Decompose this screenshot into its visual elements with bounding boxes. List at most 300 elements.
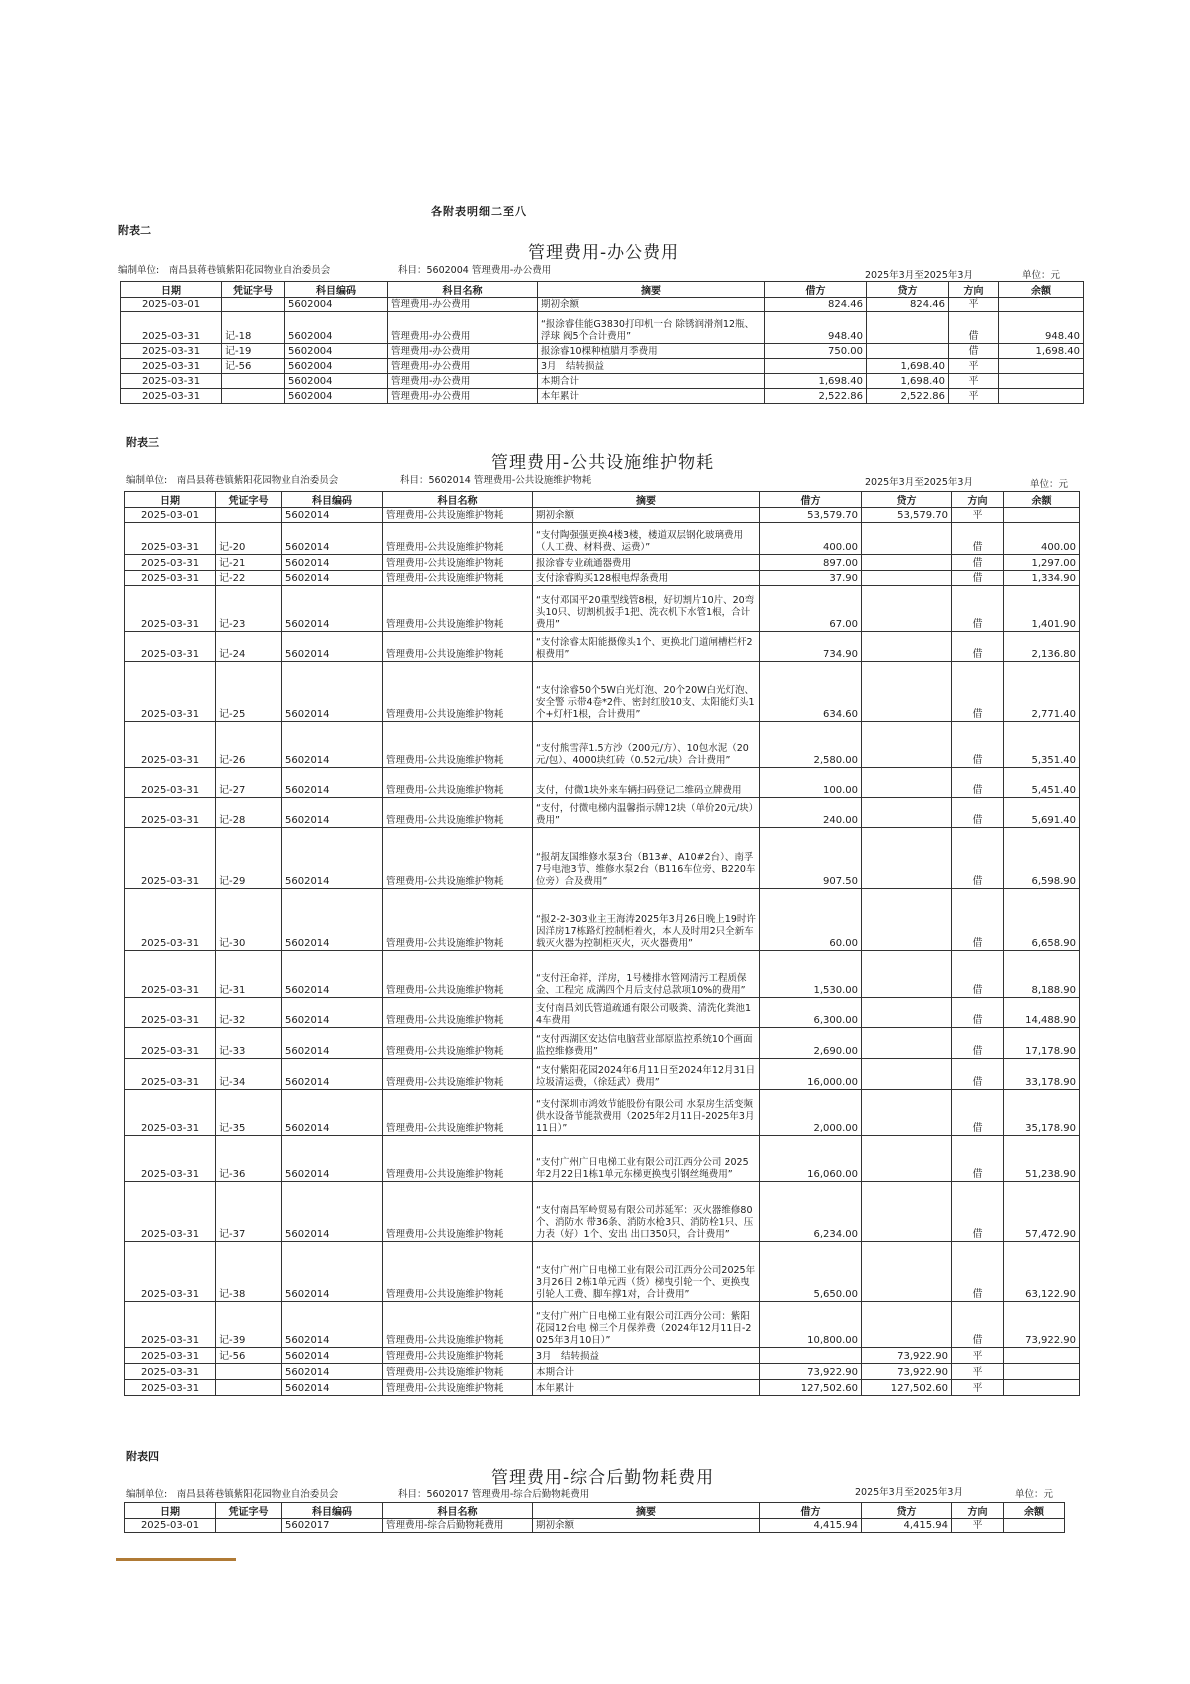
cell-date: 2025-03-31 — [125, 523, 216, 555]
column-header: 借方 — [760, 492, 862, 508]
cell-dir: 借 — [952, 586, 1004, 632]
cell-code: 5602004 — [285, 298, 388, 312]
cell-subject: 管理费用-公共设施维护物耗 — [383, 586, 533, 632]
column-header: 凭证字号 — [216, 492, 282, 508]
cell-credit — [862, 523, 952, 555]
cell-debit: 5,650.00 — [760, 1242, 862, 1302]
table-row — [125, 951, 1080, 998]
cell-credit — [862, 722, 952, 768]
cell-code: 5602014 — [282, 1348, 383, 1364]
cell-debit: 634.60 — [760, 662, 862, 722]
cell-balance: 5,691.40 — [1004, 798, 1080, 828]
cell-code: 5602014 — [282, 632, 383, 662]
cell-dir: 借 — [952, 1182, 1004, 1242]
cell-debit — [765, 359, 867, 374]
cell-debit: 824.46 — [765, 298, 867, 312]
cell-dir: 借 — [952, 1242, 1004, 1302]
cell-subject: 管理费用-公共设施维护物耗 — [383, 1059, 533, 1090]
cell-subject: 管理费用-公共设施维护物耗 — [383, 1182, 533, 1242]
cell-balance: 57,472.90 — [1004, 1182, 1080, 1242]
cell-date: 2025-03-31 — [125, 662, 216, 722]
column-header: 摘要 — [538, 282, 765, 298]
cell-credit — [862, 571, 952, 586]
cell-balance: 1,334.90 — [1004, 571, 1080, 586]
cell-summary: 报涂睿专业疏通器费用 — [533, 555, 760, 571]
cell-voucher: 记-23 — [216, 586, 282, 632]
cell-voucher: 记-25 — [216, 662, 282, 722]
column-header: 方向 — [952, 492, 1004, 508]
table-header-row — [125, 1503, 1065, 1519]
table-row — [125, 1302, 1080, 1348]
cell-dir: 借 — [952, 951, 1004, 998]
cell-subject: 管理费用-办公费用 — [388, 344, 538, 359]
cell-dir: 借 — [952, 571, 1004, 586]
cell-subject: 管理费用-公共设施维护物耗 — [383, 889, 533, 951]
cell-date: 2025-03-31 — [125, 1182, 216, 1242]
cell-balance: 400.00 — [1004, 523, 1080, 555]
table3-unit-org: 编制单位: 南昌县蒋巷镇紫阳花园物业自治委员会 — [126, 475, 339, 486]
cell-balance — [999, 359, 1084, 374]
cell-subject: 管理费用-公共设施维护物耗 — [383, 632, 533, 662]
cell-debit: 907.50 — [760, 828, 862, 889]
cell-subject: 管理费用-公共设施维护物耗 — [383, 1136, 533, 1182]
cell-date: 2025-03-31 — [125, 1364, 216, 1380]
cell-credit — [862, 951, 952, 998]
cell-subject: 管理费用-公共设施维护物耗 — [383, 828, 533, 889]
cell-date: 2025-03-31 — [125, 1242, 216, 1302]
cell-balance: 5,351.40 — [1004, 722, 1080, 768]
cell-code: 5602004 — [285, 344, 388, 359]
table-row — [125, 523, 1080, 555]
table-row — [125, 828, 1080, 889]
cell-summary: 报涂睿10棵种植腊月季费用 — [538, 344, 765, 359]
cell-balance: 1,297.00 — [1004, 555, 1080, 571]
cell-credit — [867, 344, 949, 359]
cell-dir: 借 — [952, 1302, 1004, 1348]
cell-voucher — [222, 374, 285, 389]
table2-period: 2025年3月至2025年3月 — [865, 270, 973, 281]
cell-date: 2025-03-01 — [125, 508, 216, 523]
column-header: 科目名称 — [383, 492, 533, 508]
cell-subject: 管理费用-办公费用 — [388, 312, 538, 344]
cell-subject: 管理费用-公共设施维护物耗 — [383, 571, 533, 586]
cell-voucher: 记-30 — [216, 889, 282, 951]
table-row — [125, 1090, 1080, 1136]
cell-debit: 1,530.00 — [760, 951, 862, 998]
cell-summary: 3月 结转损益 — [538, 359, 765, 374]
cell-voucher: 记-36 — [216, 1136, 282, 1182]
table-row — [125, 662, 1080, 722]
table3-label: 附表三 — [126, 436, 159, 449]
column-header: 余额 — [999, 282, 1084, 298]
table-row — [125, 632, 1080, 662]
cell-summary: “支付紫阳花园2024年6月11日至2024年12月31日垃圾清运费，（徐廷武）费用” — [533, 1059, 760, 1090]
cell-balance: 2,136.80 — [1004, 632, 1080, 662]
table-row — [125, 1059, 1080, 1090]
column-header: 贷方 — [867, 282, 949, 298]
cell-voucher: 记-24 — [216, 632, 282, 662]
cell-date: 2025-03-01 — [121, 298, 222, 312]
cell-subject: 管理费用-公共设施维护物耗 — [383, 555, 533, 571]
cell-balance — [1004, 508, 1080, 523]
cell-summary: “报2-2-303业主王海涛2025年3月26日晚上19时许因洋房17栋路灯控制柜着火，本人及时用2只全新车载灭火器为控制柜灭火，灭火器费用” — [533, 889, 760, 951]
column-header: 科目编码 — [285, 282, 388, 298]
column-header: 方向 — [952, 1503, 1004, 1519]
cell-balance — [1004, 1519, 1065, 1533]
cell-code: 5602014 — [282, 1364, 383, 1380]
cell-code: 5602014 — [282, 889, 383, 951]
cell-debit: 2,522.86 — [765, 389, 867, 404]
cell-dir: 平 — [952, 1380, 1004, 1396]
cell-summary: “支付广州广日电梯工业有限公司江西分公司 2025年2月22日1栋1单元东梯更换曳引钢丝绳费用” — [533, 1136, 760, 1182]
cell-debit: 6,300.00 — [760, 998, 862, 1028]
cell-summary: “支付，付微电梯内温馨指示牌12块（单价20元/块）费用” — [533, 798, 760, 828]
cell-voucher — [216, 508, 282, 523]
table-row — [121, 312, 1084, 344]
column-header: 科目编码 — [282, 492, 383, 508]
cell-credit — [862, 1302, 952, 1348]
cell-subject: 管理费用-公共设施维护物耗 — [383, 662, 533, 722]
cell-code: 5602014 — [282, 508, 383, 523]
cell-dir: 借 — [952, 1059, 1004, 1090]
cell-subject: 管理费用-办公费用 — [388, 359, 538, 374]
table2-title: 管理费用-办公费用 — [528, 243, 680, 263]
table2-label: 附表二 — [118, 224, 151, 237]
cell-balance: 6,658.90 — [1004, 889, 1080, 951]
cell-voucher: 记-31 — [216, 951, 282, 998]
cell-date: 2025-03-31 — [125, 1028, 216, 1059]
table-row — [125, 1348, 1080, 1364]
cell-voucher: 记-21 — [216, 555, 282, 571]
table4 — [124, 1502, 1065, 1533]
cell-subject: 管理费用-公共设施维护物耗 — [383, 998, 533, 1028]
cell-debit: 73,922.90 — [760, 1364, 862, 1380]
cell-credit — [862, 889, 952, 951]
cell-summary: 支付南昌刘氏管道疏通有限公司吸粪、清洗化粪池14车费用 — [533, 998, 760, 1028]
cell-credit — [867, 312, 949, 344]
cell-date: 2025-03-31 — [125, 1136, 216, 1182]
cell-voucher — [222, 298, 285, 312]
cell-debit: 2,000.00 — [760, 1090, 862, 1136]
cell-voucher: 记-26 — [216, 722, 282, 768]
table-row — [121, 344, 1084, 359]
cell-credit — [862, 828, 952, 889]
table-row — [121, 389, 1084, 404]
cell-date: 2025-03-31 — [125, 555, 216, 571]
cell-voucher — [216, 1364, 282, 1380]
cell-dir: 借 — [949, 312, 999, 344]
cell-date: 2025-03-31 — [125, 998, 216, 1028]
cell-subject: 管理费用-公共设施维护物耗 — [383, 1364, 533, 1380]
cell-date: 2025-03-31 — [125, 768, 216, 798]
cell-dir: 借 — [952, 1028, 1004, 1059]
cell-code: 5602014 — [282, 1028, 383, 1059]
cell-balance — [1004, 1348, 1080, 1364]
cell-dir: 借 — [949, 344, 999, 359]
table4-label: 附表四 — [126, 1450, 159, 1463]
cell-summary: “支付汪命祥，洋房，1号楼排水管网清污工程质保金、工程完 成满四个月后支付总款项10%的费用” — [533, 951, 760, 998]
column-header: 凭证字号 — [216, 1503, 282, 1519]
cell-code: 5602004 — [285, 312, 388, 344]
cell-debit: 400.00 — [760, 523, 862, 555]
table-row — [121, 298, 1084, 312]
table-row — [125, 889, 1080, 951]
table-header-row — [121, 282, 1084, 298]
cell-dir: 平 — [949, 359, 999, 374]
table4-subject: 科目：5602017 管理费用-综合后勤物耗费用 — [398, 1489, 590, 1500]
cell-code: 5602014 — [282, 1090, 383, 1136]
cell-code: 5602014 — [282, 798, 383, 828]
column-header: 科目编码 — [282, 1503, 383, 1519]
column-header: 贷方 — [862, 492, 952, 508]
column-header: 贷方 — [862, 1503, 952, 1519]
cell-code: 5602014 — [282, 722, 383, 768]
cell-credit: 53,579.70 — [862, 508, 952, 523]
table-row — [125, 1519, 1065, 1533]
cell-debit: 6,234.00 — [760, 1182, 862, 1242]
cell-code: 5602014 — [282, 1136, 383, 1182]
table2-unit-org: 编制单位: 南昌县蒋巷镇紫阳花园物业自治委员会 — [118, 265, 331, 276]
table-row — [125, 722, 1080, 768]
cell-summary: 期初余额 — [533, 1519, 760, 1533]
cell-summary: “支付深圳市鸿效节能股份有限公司 水泵房生活变频供水设备节能款费用（2025年2月11日-2025年3月11日）” — [533, 1090, 760, 1136]
cell-date: 2025-03-31 — [125, 1059, 216, 1090]
cell-credit — [862, 1059, 952, 1090]
cell-balance: 5,451.40 — [1004, 768, 1080, 798]
cell-summary: 本期合计 — [538, 374, 765, 389]
cell-code: 5602014 — [282, 1380, 383, 1396]
cell-voucher: 记-39 — [216, 1302, 282, 1348]
cell-subject: 管理费用-公共设施维护物耗 — [383, 768, 533, 798]
cell-date: 2025-03-31 — [125, 1380, 216, 1396]
cell-summary: “报涂睿佳能G3830打印机一台 除锈润滑剂12瓶、浮球 阀5个合计费用” — [538, 312, 765, 344]
cell-date: 2025-03-31 — [125, 571, 216, 586]
cell-date: 2025-03-31 — [125, 1302, 216, 1348]
pen-mark — [116, 1558, 236, 1561]
table-row — [125, 768, 1080, 798]
cell-subject: 管理费用-公共设施维护物耗 — [383, 1090, 533, 1136]
cell-summary: “支付广州广日电梯工业有限公司江西分公司2025年3月26日 2栋1单元西（货）梯曳引轮一个、更换曳引轮人工费、脚车撑1对，合计费用” — [533, 1242, 760, 1302]
cell-date: 2025-03-31 — [125, 1348, 216, 1364]
cell-subject: 管理费用-公共设施维护物耗 — [383, 1242, 533, 1302]
cell-balance — [999, 374, 1084, 389]
table2-unit: 单位：元 — [1022, 270, 1061, 281]
cell-balance: 14,488.90 — [1004, 998, 1080, 1028]
table-row — [121, 359, 1084, 374]
cell-credit — [862, 1090, 952, 1136]
cell-dir: 平 — [949, 374, 999, 389]
column-header: 科目名称 — [383, 1503, 533, 1519]
cell-voucher: 记-27 — [216, 768, 282, 798]
cell-summary: “支付熊雪萍1.5方沙（200元/方）、10包水泥（20元/包）、4000块红砖（0.52元/块）合计费用” — [533, 722, 760, 768]
table4-period: 2025年3月至2025年3月 — [855, 1487, 963, 1498]
cell-balance — [1004, 1380, 1080, 1396]
cell-dir: 借 — [952, 632, 1004, 662]
cell-summary: “报胡友国维修水泵3台（B13#、A10#2台）、南孚7号电池3节、维修水泵2台（B116车位旁、B220车位旁）合及费用” — [533, 828, 760, 889]
cell-dir: 平 — [952, 1519, 1004, 1533]
cell-credit — [862, 768, 952, 798]
cell-dir: 借 — [952, 662, 1004, 722]
cell-subject: 管理费用-办公费用 — [388, 389, 538, 404]
cell-code: 5602017 — [282, 1519, 383, 1533]
cell-credit — [862, 1182, 952, 1242]
cell-debit: 127,502.60 — [760, 1380, 862, 1396]
cell-code: 5602014 — [282, 586, 383, 632]
table3-period: 2025年3月至2025年3月 — [865, 477, 973, 488]
table2 — [120, 281, 1084, 404]
cell-voucher: 记-20 — [216, 523, 282, 555]
cell-credit — [862, 998, 952, 1028]
cell-dir: 借 — [952, 1090, 1004, 1136]
cell-summary: 支付，付微1块外来车辆扫码登记二维码立牌费用 — [533, 768, 760, 798]
cell-credit: 2,522.86 — [867, 389, 949, 404]
column-header: 借方 — [765, 282, 867, 298]
cell-voucher: 记-19 — [222, 344, 285, 359]
cell-dir: 借 — [952, 1136, 1004, 1182]
cell-summary: 本期合计 — [533, 1364, 760, 1380]
cell-dir: 平 — [952, 1364, 1004, 1380]
column-header: 科目名称 — [388, 282, 538, 298]
table-row — [125, 1028, 1080, 1059]
cell-subject: 管理费用-公共设施维护物耗 — [383, 508, 533, 523]
table-row — [125, 1182, 1080, 1242]
cell-credit — [862, 1028, 952, 1059]
cell-credit: 127,502.60 — [862, 1380, 952, 1396]
cell-dir: 借 — [952, 555, 1004, 571]
cell-credit — [862, 662, 952, 722]
cell-balance — [999, 298, 1084, 312]
cell-date: 2025-03-31 — [121, 344, 222, 359]
column-header: 凭证字号 — [222, 282, 285, 298]
cell-dir: 平 — [949, 389, 999, 404]
column-header: 日期 — [121, 282, 222, 298]
cell-debit: 734.90 — [760, 632, 862, 662]
table-row — [125, 571, 1080, 586]
cell-date: 2025-03-31 — [125, 798, 216, 828]
cell-voucher: 记-32 — [216, 998, 282, 1028]
cell-code: 5602014 — [282, 523, 383, 555]
cell-credit — [862, 555, 952, 571]
column-header: 摘要 — [533, 492, 760, 508]
cell-date: 2025-03-31 — [125, 889, 216, 951]
cell-debit: 948.40 — [765, 312, 867, 344]
cell-debit: 37.90 — [760, 571, 862, 586]
cell-debit: 750.00 — [765, 344, 867, 359]
column-header: 借方 — [760, 1503, 862, 1519]
cell-balance: 35,178.90 — [1004, 1090, 1080, 1136]
cell-debit: 2,580.00 — [760, 722, 862, 768]
cell-debit: 2,690.00 — [760, 1028, 862, 1059]
cell-dir: 平 — [952, 1348, 1004, 1364]
cell-debit: 897.00 — [760, 555, 862, 571]
cell-balance — [1004, 1364, 1080, 1380]
cell-voucher — [216, 1380, 282, 1396]
cell-credit — [862, 1242, 952, 1302]
cell-balance: 51,238.90 — [1004, 1136, 1080, 1182]
cell-credit: 1,698.40 — [867, 374, 949, 389]
cell-code: 5602014 — [282, 1242, 383, 1302]
cell-summary: 支付涂睿购买128根电焊条费用 — [533, 571, 760, 586]
cell-code: 5602014 — [282, 998, 383, 1028]
cell-debit: 67.00 — [760, 586, 862, 632]
cell-summary: 期初余额 — [533, 508, 760, 523]
column-header: 余额 — [1004, 1503, 1065, 1519]
cell-summary: 期初余额 — [538, 298, 765, 312]
cell-debit: 240.00 — [760, 798, 862, 828]
cell-subject: 管理费用-公共设施维护物耗 — [383, 1028, 533, 1059]
cell-voucher: 记-33 — [216, 1028, 282, 1059]
cell-subject: 管理费用-办公费用 — [388, 374, 538, 389]
cell-subject: 管理费用-综合后勤物耗费用 — [383, 1519, 533, 1533]
cell-code: 5602014 — [282, 571, 383, 586]
cell-date: 2025-03-31 — [125, 586, 216, 632]
cell-code: 5602014 — [282, 1059, 383, 1090]
cell-dir: 借 — [952, 523, 1004, 555]
table-row — [125, 586, 1080, 632]
cell-credit — [862, 1136, 952, 1182]
cell-balance: 73,922.90 — [1004, 1302, 1080, 1348]
cell-date: 2025-03-01 — [125, 1519, 216, 1533]
cell-summary: 3月 结转损益 — [533, 1348, 760, 1364]
table-row — [125, 798, 1080, 828]
cell-summary: “支付西湖区安达信电脑营业部原监控系统10个画面监控维修费用” — [533, 1028, 760, 1059]
cell-date: 2025-03-31 — [125, 1090, 216, 1136]
table4-unit: 单位：元 — [1015, 1489, 1054, 1500]
cell-credit: 73,922.90 — [862, 1348, 952, 1364]
cell-voucher: 记-34 — [216, 1059, 282, 1090]
cell-balance: 6,598.90 — [1004, 828, 1080, 889]
cell-subject: 管理费用-公共设施维护物耗 — [383, 722, 533, 768]
column-header: 摘要 — [533, 1503, 760, 1519]
table-row — [125, 998, 1080, 1028]
cell-dir: 借 — [952, 768, 1004, 798]
cell-debit: 16,060.00 — [760, 1136, 862, 1182]
table3-title: 管理费用-公共设施维护物耗 — [491, 453, 715, 473]
cell-voucher: 记-29 — [216, 828, 282, 889]
cell-voucher — [216, 1519, 282, 1533]
cell-summary: “支付陶强强更换4楼3楼，楼道双层钢化玻璃费用（人工费、材料费、运费）” — [533, 523, 760, 555]
cell-voucher: 记-28 — [216, 798, 282, 828]
cell-credit — [862, 632, 952, 662]
cell-dir: 借 — [952, 722, 1004, 768]
cell-date: 2025-03-31 — [121, 389, 222, 404]
cell-code: 5602014 — [282, 1302, 383, 1348]
cell-subject: 管理费用-公共设施维护物耗 — [383, 523, 533, 555]
table-row — [125, 1136, 1080, 1182]
cell-date: 2025-03-31 — [121, 312, 222, 344]
cell-dir: 借 — [952, 828, 1004, 889]
cell-code: 5602014 — [282, 768, 383, 798]
column-header: 日期 — [125, 492, 216, 508]
cell-dir: 借 — [952, 889, 1004, 951]
table3 — [124, 491, 1080, 1396]
cell-summary: “支付邓国平20重型线管8根，好切割片10片、20弯头10只、切割机扳手1把、洗衣机下水管1根，合计费用” — [533, 586, 760, 632]
cell-code: 5602014 — [282, 555, 383, 571]
table2-subject: 科目：5602004 管理费用-办公费用 — [398, 265, 552, 276]
cell-balance: 1,401.90 — [1004, 586, 1080, 632]
cell-summary: “支付涂睿50个5W白光灯泡、20个20W白光灯泡、安全警 示带4卷*2件、密封红胶10支、太阳能灯头1个+灯杆1根，合计费用” — [533, 662, 760, 722]
cell-debit: 60.00 — [760, 889, 862, 951]
column-header: 方向 — [949, 282, 999, 298]
document-title: 各附表明细二至八 — [431, 205, 527, 218]
cell-voucher — [222, 389, 285, 404]
cell-summary: “支付涂睿太阳能摄像头1个、更换北门道闸槽栏杆2根费用” — [533, 632, 760, 662]
cell-code: 5602014 — [282, 951, 383, 998]
cell-balance — [999, 389, 1084, 404]
column-header: 余额 — [1004, 492, 1080, 508]
cell-code: 5602014 — [282, 1182, 383, 1242]
cell-credit: 824.46 — [867, 298, 949, 312]
